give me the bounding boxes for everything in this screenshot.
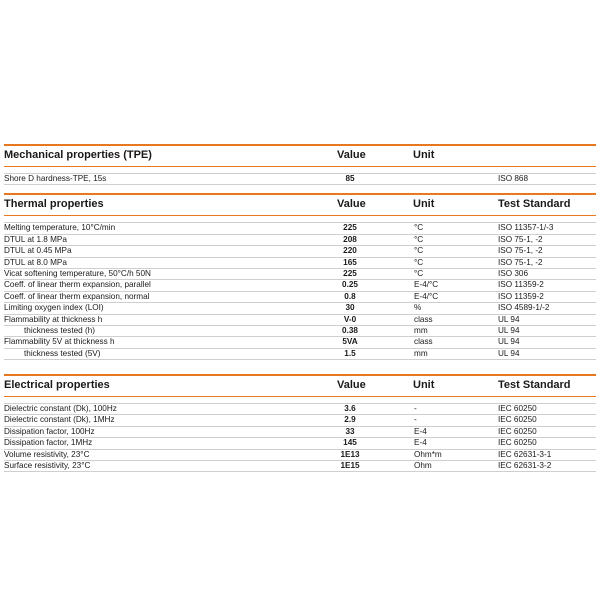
property-value: 0.8	[344, 291, 356, 301]
table-row	[4, 246, 596, 257]
property-standard: IEC 62631-3-2	[498, 461, 552, 471]
property-standard: UL 94	[498, 325, 520, 335]
property-value: 3.6	[344, 404, 356, 414]
property-standard: ISO 306	[498, 268, 529, 278]
section-spacer	[4, 360, 596, 374]
property-standard: IEC 60250	[498, 438, 537, 448]
table-row	[4, 235, 596, 246]
property-section	[4, 144, 596, 185]
property-unit: mm	[414, 325, 428, 335]
property-name: Vicat softening temperature, 50°C/h 50N	[4, 268, 151, 278]
property-name: DTUL at 8.0 MPa	[4, 257, 67, 267]
property-unit: E-4	[414, 426, 427, 436]
property-name: Flammability 5V at thickness h	[4, 337, 115, 347]
property-standard: IEC 60250	[498, 404, 537, 414]
section-header	[4, 193, 596, 216]
property-value: 220	[343, 246, 357, 256]
property-standard: ISO 4589-1/-2	[498, 303, 550, 313]
property-name: Coeff. of linear therm expansion, normal	[4, 291, 150, 301]
column-header-standard: Test Standard	[498, 379, 571, 392]
property-value: 225	[343, 223, 357, 233]
property-value: V-0	[343, 314, 357, 324]
property-unit: E-4/°C	[414, 280, 439, 290]
property-value: 165	[343, 257, 357, 267]
property-unit: °C	[414, 268, 424, 278]
column-header-value: Value	[337, 149, 366, 161]
property-standard: UL 94	[498, 314, 520, 324]
table-row	[4, 269, 596, 280]
property-standard: ISO 11357-1/-3	[498, 223, 554, 233]
property-value: 1E15	[340, 461, 360, 471]
property-standard: IEC 60250	[498, 426, 537, 436]
property-unit: mm	[414, 348, 428, 358]
property-unit: -	[414, 415, 417, 425]
section-gap	[4, 167, 596, 174]
column-header-standard: Test Standard	[498, 198, 571, 211]
property-standard: ISO 75-1, -2	[498, 257, 543, 267]
property-value: 30	[345, 303, 355, 313]
property-name: Coeff. of linear therm expansion, parallel	[4, 280, 151, 290]
property-unit: E-4	[414, 438, 427, 448]
property-unit: class	[414, 314, 433, 324]
property-value: 208	[343, 234, 357, 244]
column-header-unit: Unit	[413, 379, 435, 392]
property-standard: UL 94	[498, 337, 520, 347]
property-value: 0.25	[342, 280, 358, 290]
property-standard: IEC 62631-3-1	[498, 449, 552, 459]
section-gap	[4, 216, 596, 223]
property-name: Melting temperature, 10°C/min	[4, 223, 116, 233]
column-header-unit: Unit	[413, 149, 435, 161]
property-name: Flammability at thickness h	[4, 314, 103, 324]
property-unit: °C	[414, 234, 424, 244]
property-value: 2.9	[344, 415, 356, 425]
property-name: DTUL at 0.45 MPa	[4, 246, 72, 256]
table-row	[4, 303, 596, 314]
property-unit: E-4/°C	[414, 291, 439, 301]
property-value: 1E13	[340, 449, 360, 459]
property-value: 33	[345, 426, 355, 436]
table-row	[4, 450, 596, 461]
table-row	[4, 258, 596, 269]
property-unit: Ohm*m	[414, 449, 442, 459]
property-section	[4, 374, 596, 472]
property-standard: UL 94	[498, 348, 520, 358]
property-name: Dissipation factor, 1MHz	[4, 438, 93, 448]
section-title: Mechanical properties (TPE)	[4, 149, 152, 161]
property-unit: %	[414, 303, 422, 313]
section-title: Thermal properties	[4, 198, 104, 211]
property-value: 225	[343, 268, 357, 278]
property-value: 85	[345, 174, 355, 183]
property-unit: °C	[414, 246, 424, 256]
property-name: Shore D hardness-TPE, 15s	[4, 174, 107, 183]
table-row	[4, 461, 596, 472]
table-row	[4, 315, 596, 326]
table-row	[4, 404, 596, 415]
table-row	[4, 349, 596, 360]
table-row	[4, 292, 596, 303]
property-section	[4, 193, 596, 360]
property-name: Dielectric constant (Dk), 1MHz	[4, 415, 115, 425]
property-unit: -	[414, 404, 417, 414]
section-title: Electrical properties	[4, 379, 110, 392]
property-name: DTUL at 1.8 MPa	[4, 234, 67, 244]
property-name: thickness tested (5V)	[24, 348, 101, 358]
property-name: Dissipation factor, 100Hz	[4, 426, 95, 436]
property-unit: °C	[414, 257, 424, 267]
table-row	[4, 337, 596, 348]
property-name: Limiting oxygen index (LOI)	[4, 303, 104, 313]
table-row	[4, 174, 596, 185]
property-unit: °C	[414, 223, 424, 233]
property-name: thickness tested (h)	[24, 325, 95, 335]
property-value: 1.5	[344, 348, 356, 358]
section-header	[4, 374, 596, 397]
table-row	[4, 438, 596, 449]
property-unit: class	[414, 337, 433, 347]
property-standard: IEC 60250	[498, 415, 537, 425]
table-row	[4, 427, 596, 438]
property-standard: ISO 11359-2	[498, 280, 544, 290]
property-standard: ISO 868	[498, 174, 529, 183]
datasheet	[4, 144, 596, 472]
property-name: Surface resistivity, 23°C	[4, 461, 91, 471]
table-row	[4, 326, 596, 337]
table-row	[4, 280, 596, 291]
property-unit: Ohm	[414, 461, 432, 471]
table-row	[4, 415, 596, 426]
column-header-value: Value	[337, 379, 366, 392]
property-value: 5VA	[342, 337, 358, 347]
column-header-unit: Unit	[413, 198, 435, 211]
property-name: Volume resistivity, 23°C	[4, 449, 90, 459]
column-header-value: Value	[337, 198, 366, 211]
section-header	[4, 144, 596, 167]
property-standard: ISO 11359-2	[498, 291, 544, 301]
property-value: 0.38	[342, 325, 358, 335]
section-spacer	[4, 185, 596, 193]
property-standard: ISO 75-1, -2	[498, 234, 543, 244]
property-name: Dielectric constant (Dk), 100Hz	[4, 404, 117, 414]
property-value: 145	[343, 438, 357, 448]
table-row	[4, 223, 596, 234]
property-standard: ISO 75-1, -2	[498, 246, 543, 256]
section-gap	[4, 397, 596, 404]
